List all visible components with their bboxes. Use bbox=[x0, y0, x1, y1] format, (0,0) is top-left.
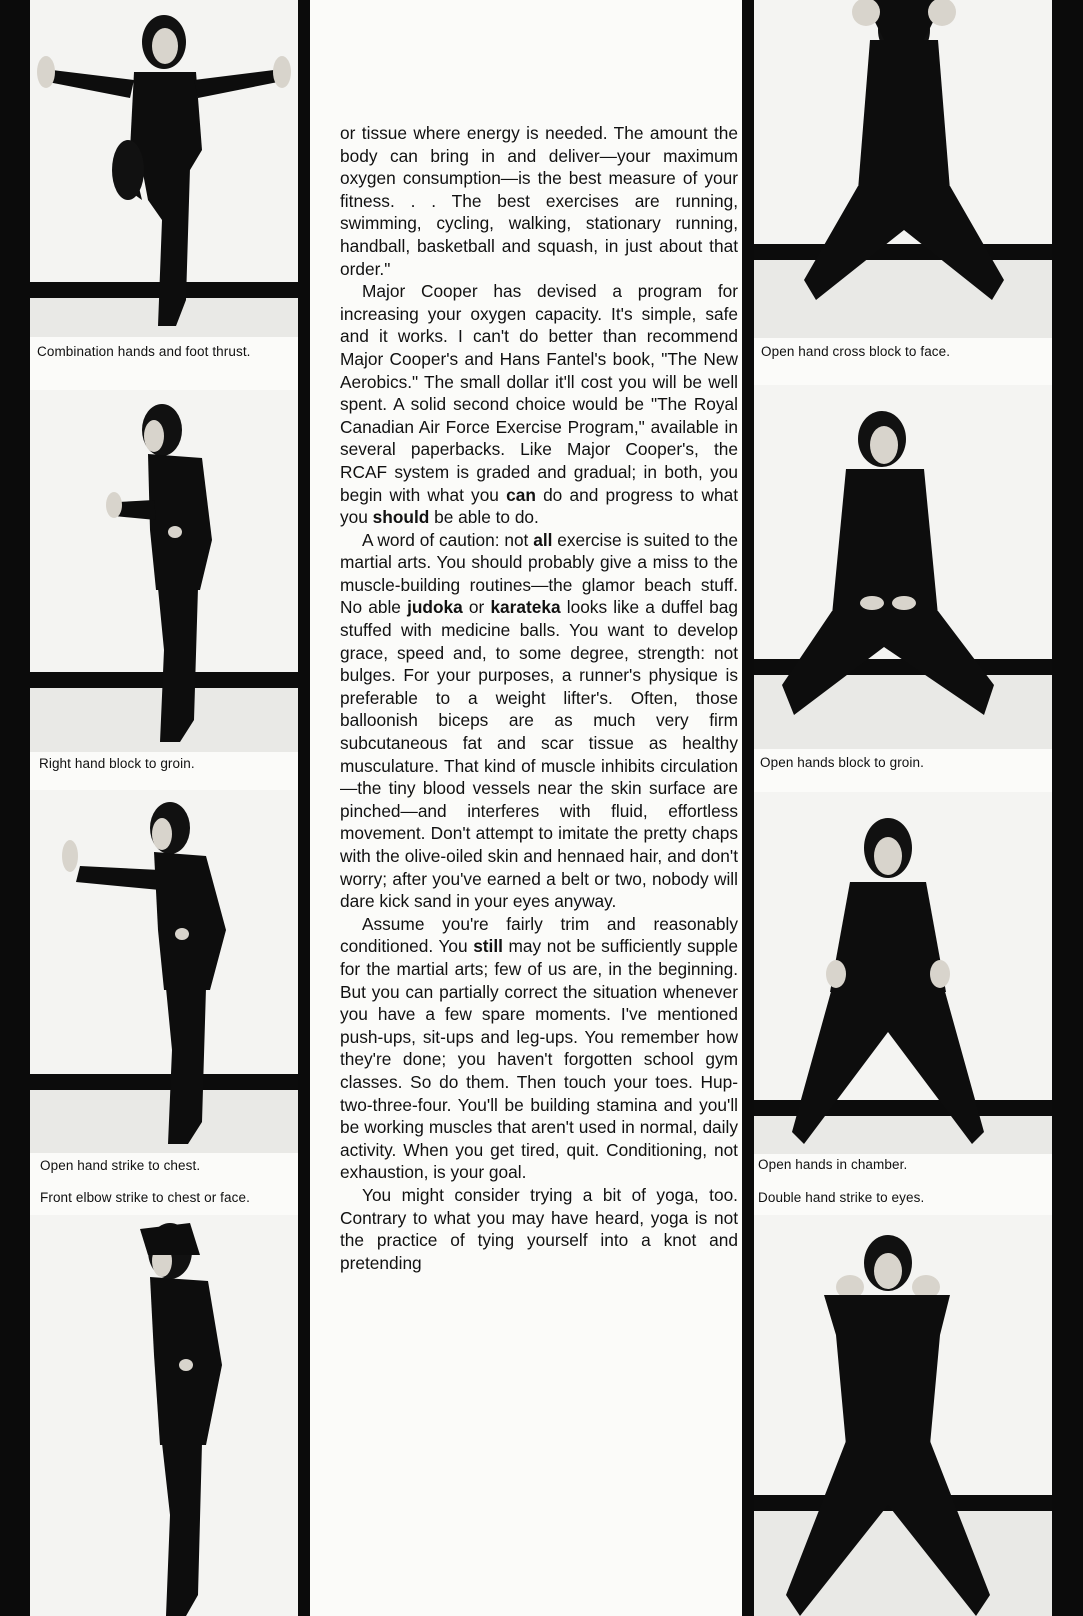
right-margin-rule bbox=[1052, 0, 1083, 1616]
article-paragraph: You might consider trying a bit of yoga, too. Contrary to what you may have heard, yoga is not the practice of tying yourself into a knot and pretending bbox=[340, 1184, 738, 1273]
photo-figure-profile-hand-block bbox=[30, 390, 298, 752]
photo-figure-profile-open-hand-strike bbox=[30, 790, 298, 1153]
figure-hands-in-chamber-illustration bbox=[754, 792, 1052, 1154]
caption-right-1: Open hand cross block to face. bbox=[761, 344, 951, 359]
photo-figure-elbow-strike bbox=[30, 1215, 298, 1616]
photo-figure-cross-block bbox=[754, 0, 1052, 338]
figure-profile-open-hand-strike-illustration bbox=[30, 790, 298, 1153]
figure-profile-hand-block-illustration bbox=[30, 390, 298, 752]
article-paragraph: Major Cooper has devised a program for increasing your oxygen capacity. It's simple, safe and it works. I can't do better than recommend Major Cooper's and Hans Fantel's book, "The New Aerobics." The small dollar it'll cost you will be well spent. A solid second choice would be "The Royal Canadian Air Force Exercise Program," available in several paperbacks. Like Major Cooper's, the RCAF system is graded and gradual; in both, you begin with what you can do and progress to what you should be able to do. bbox=[340, 281, 738, 528]
caption-left-2: Right hand block to groin. bbox=[39, 756, 195, 771]
photo-figure-horse-stance-hands-low bbox=[754, 385, 1052, 749]
caption-right-3: Open hands in chamber. bbox=[758, 1157, 908, 1172]
photo-figure-standing-knee-raised bbox=[30, 0, 298, 337]
article-paragraph: Assume you're fairly trim and reasonably conditioned. You still may not be sufficiently supple for the martial arts; few of us are, in the beginning. But you can partially correct the situation whenever you have a few spare moments. I've mentioned push-ups, sit-ups and leg-ups. You remember how they're done; you haven't forgotten school gym classes. So do them. Then touch your toes. Hup-two-three-four. You'll be building stamina and you'll be working muscles that aren't used in normal, daily activity. When you get tired, quit. Conditioning, not exhaustion, is your goal. bbox=[340, 913, 738, 1183]
photo-figure-double-hand-strike bbox=[754, 1215, 1052, 1616]
figure-elbow-strike-illustration bbox=[30, 1215, 298, 1616]
caption-left-1: Combination hands and foot thrust. bbox=[37, 344, 251, 359]
caption-right-4: Double hand strike to eyes. bbox=[758, 1190, 925, 1205]
caption-right-2: Open hands block to groin. bbox=[760, 755, 924, 770]
figure-standing-knee-raised-illustration bbox=[30, 0, 298, 337]
right-column-divider bbox=[742, 0, 754, 1616]
left-column-divider bbox=[298, 0, 310, 1616]
figure-double-hand-strike-illustration bbox=[754, 1215, 1052, 1616]
article-paragraph: or tissue where energy is needed. The amount the body can bring in and deliver—your maximum oxygen consumption—is the best measure of your fitness. . . The best exercises are running, swimming, cycling, walking, stationary running, handball, basketball and squash, in just about that order." bbox=[340, 123, 738, 279]
caption-left-3: Open hand strike to chest. bbox=[40, 1158, 201, 1173]
figure-cross-block-illustration bbox=[754, 0, 1052, 338]
article-body bbox=[340, 122, 738, 1274]
article-paragraph: A word of caution: not all exercise is suited to the martial arts. You should probably give a miss to the muscle-building routines—the glamor beach stuff. No able judoka or karateka looks like a duffel bag stuffed with medicine balls. You want to develop grace, speed and, to some degree, strength: not bulges. For your purposes, a runner's physique is preferable to a weight lifter's. Often, those balloonish biceps are as much very firm subcutaneous fat and scar tissue as healthy musculature. That kind of muscle inhibits circulation—the tiny blood vessels near the skin surface are pinched—and interferes with fluid, effortless movement. Don't attempt to imitate the pretty chaps with the olive-oiled skin and hennaed hair, and don't worry; after you've earned a belt or two, nobody will dare kick sand in your eyes anyway. bbox=[340, 529, 739, 912]
photo-figure-hands-in-chamber bbox=[754, 792, 1052, 1154]
figure-horse-stance-hands-low-illustration bbox=[754, 385, 1052, 749]
left-margin-rule bbox=[0, 0, 30, 1616]
caption-left-4: Front elbow strike to chest or face. bbox=[40, 1190, 250, 1205]
